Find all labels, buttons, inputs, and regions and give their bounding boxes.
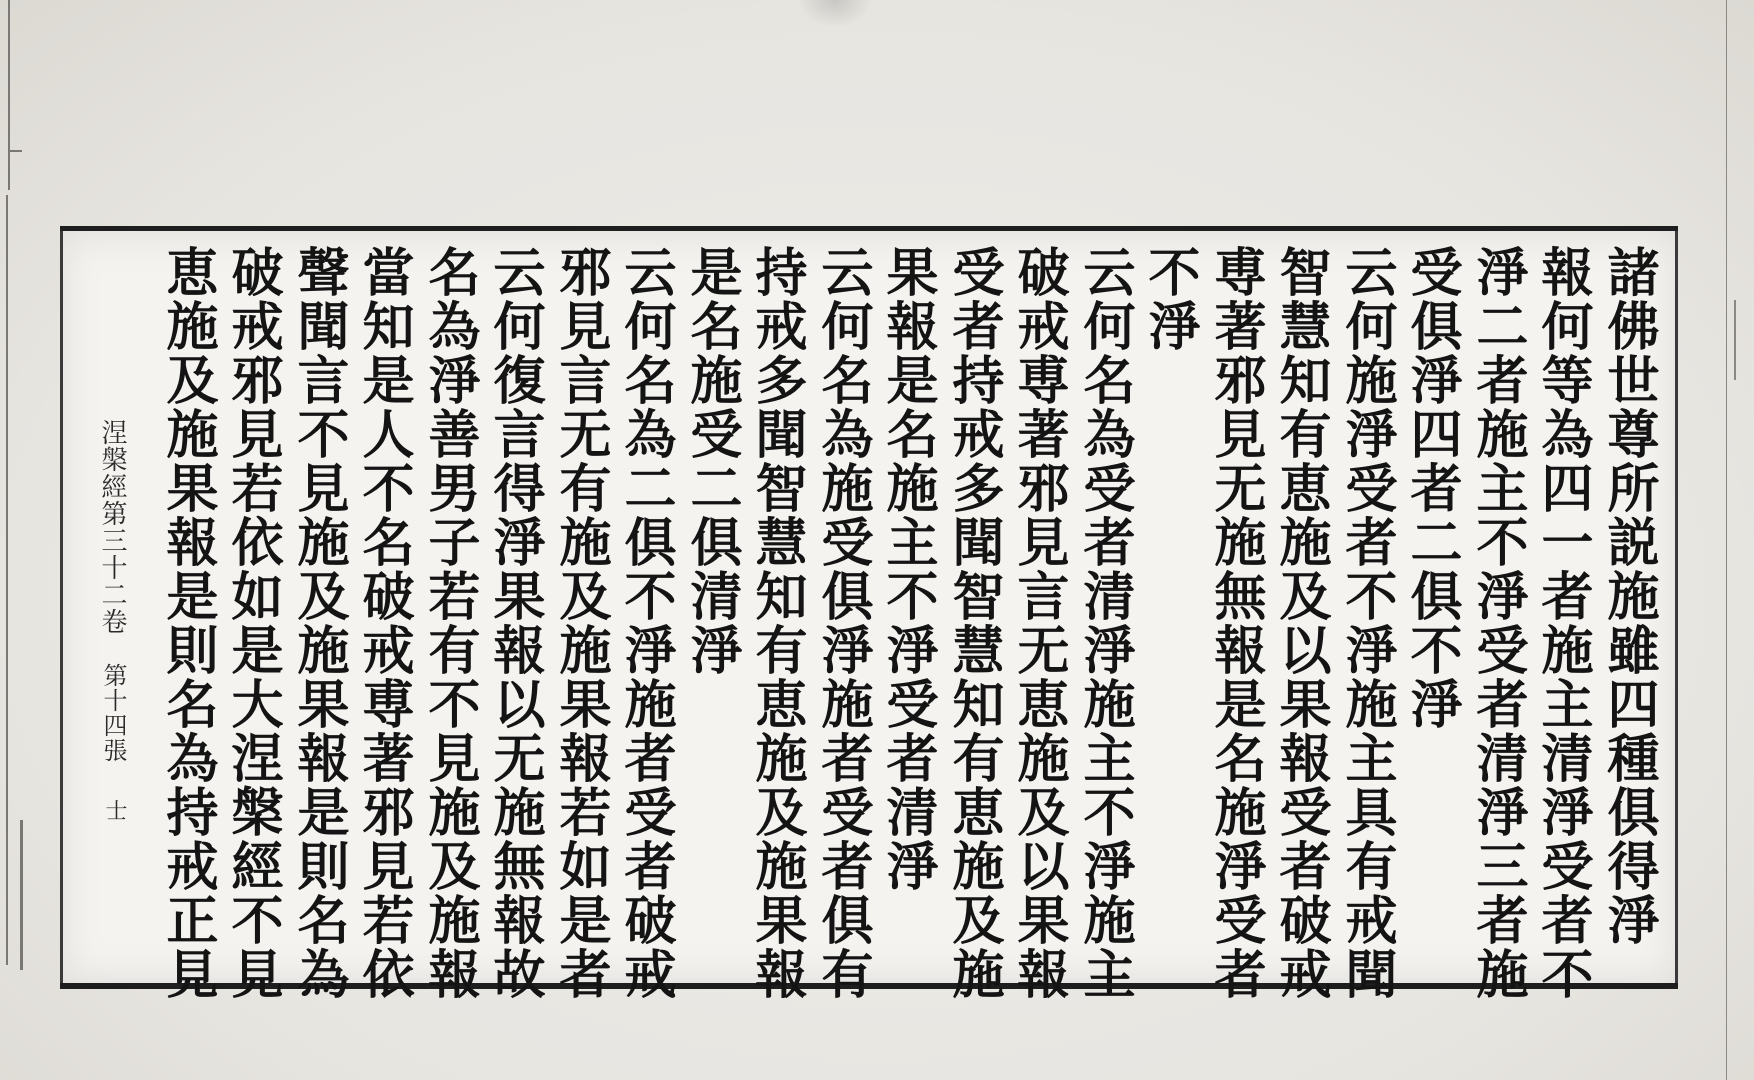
ink-smudge [800, 0, 870, 26]
binding-edge [1720, 0, 1754, 1080]
text-column: 名為淨善男子若有不見施及施報 [419, 245, 480, 1001]
text-column: 聲聞言不見施及施果報是則名為 [288, 245, 349, 1001]
text-column: 報何等為四一者施主清淨受者不 [1532, 245, 1593, 1001]
text-column: 諸佛世尊所説施雖四種俱得淨 [1598, 245, 1659, 947]
text-column: 智慧知有恵施及以果報受者破戒 [1270, 245, 1331, 1001]
text-column: 云何名為受者清淨施主不淨施主 [1074, 245, 1135, 1001]
text-column: 淨二者施主不淨受者清淨三者施 [1467, 245, 1528, 1001]
text-column: 破戒邪見若依如是大涅槃經不見 [222, 245, 283, 1001]
text-column: 破戒尃著邪見言无恵施及以果報 [1008, 245, 1069, 1001]
text-column: 不淨 [1139, 245, 1200, 353]
text-column: 云何施淨受者不淨施主具有戒聞 [1336, 245, 1397, 1001]
text-columns [140, 245, 1660, 1001]
volume-title: 涅槃經第三十二卷 [97, 419, 127, 635]
text-column: 當知是人不名破戒尃著邪見若依 [353, 245, 414, 1001]
text-column: 受者持戒多聞智慧知有恵施及施 [943, 245, 1004, 1001]
block-right-rule [1675, 231, 1678, 983]
text-column: 果報是名施主不淨受者清淨 [877, 245, 938, 893]
text-column: 邪見言无有施及施果報若如是者 [550, 245, 611, 1001]
text-column: 恵施及施果報是則名為持戒正見 [157, 245, 218, 1001]
printed-text-block [60, 226, 1678, 1001]
carver-mark: 士 [102, 799, 127, 821]
text-column: 云何名為二俱不淨施者受者破戒 [615, 245, 676, 1001]
block-left-rule [60, 231, 63, 983]
text-column: 云何復言得淨果報以无施無報故 [484, 245, 545, 1001]
text-column: 受俱淨四者二俱不淨 [1401, 245, 1462, 731]
left-page-edge [0, 0, 46, 1080]
sheet-number: 第十四張 [99, 663, 127, 763]
text-column: 是名施受二俱清淨 [681, 245, 742, 677]
text-column: 云何名為施受俱淨施者受者俱有 [812, 245, 873, 1001]
text-column: 尃著邪見无施無報是名施淨受者 [1205, 245, 1266, 1001]
text-column: 持戒多聞智慧知有恵施及施果報 [746, 245, 807, 1001]
